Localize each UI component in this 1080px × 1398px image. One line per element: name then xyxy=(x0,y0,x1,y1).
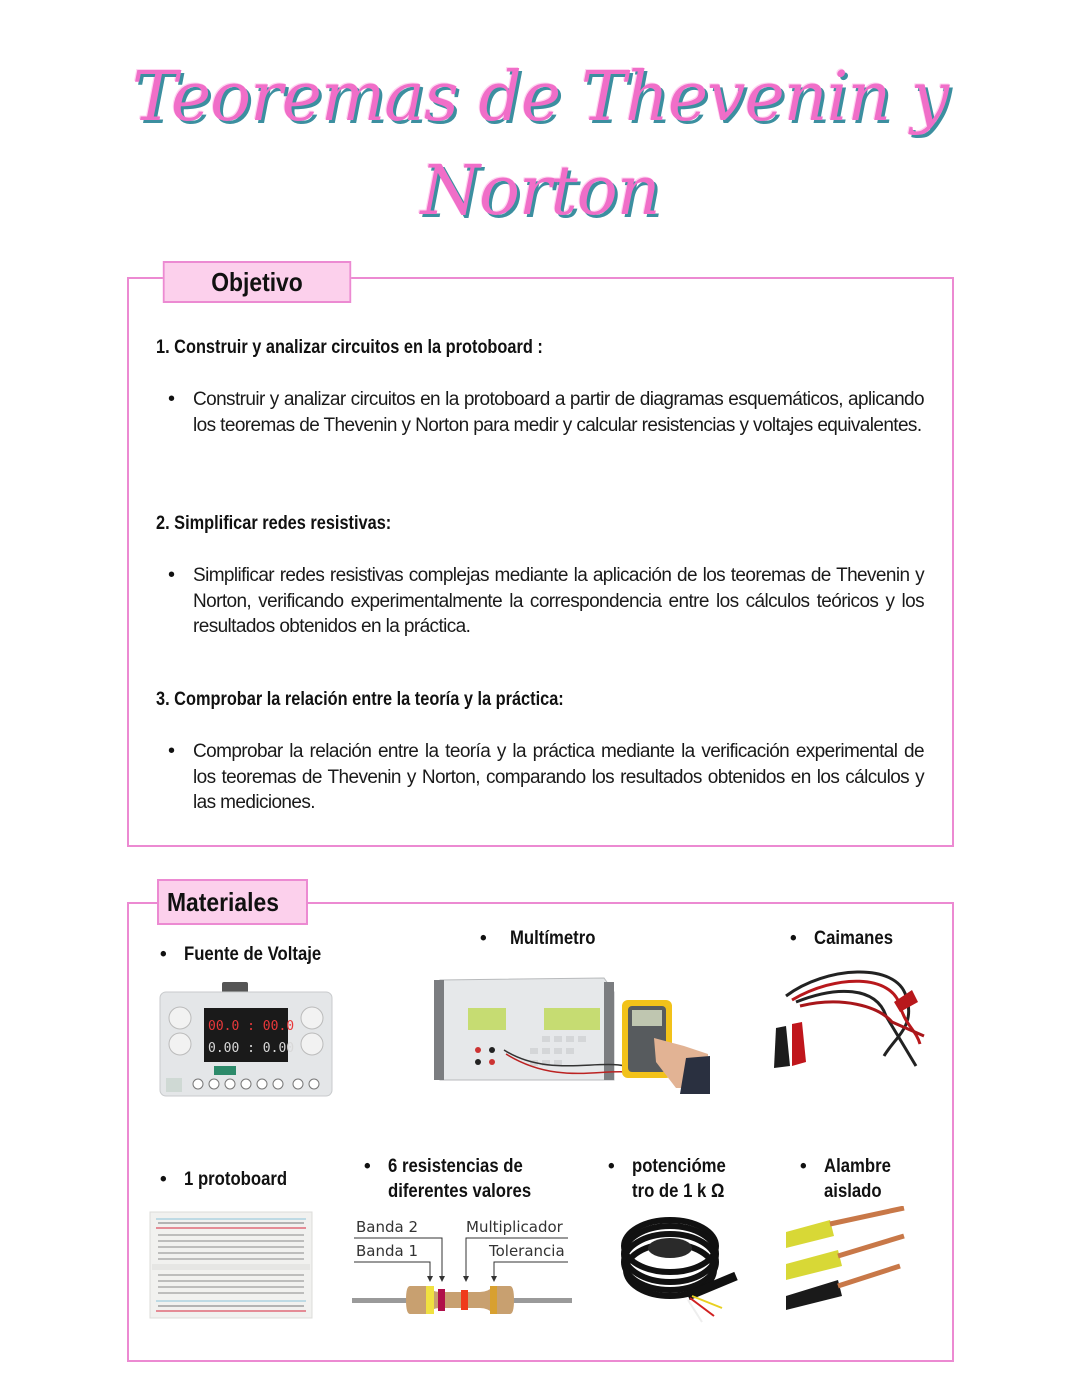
svg-text:Multiplicador: Multiplicador xyxy=(466,1218,563,1236)
bullet-icon: • xyxy=(800,1156,807,1177)
svg-text:Banda 1: Banda 1 xyxy=(356,1242,419,1260)
bullet-icon: • xyxy=(168,564,176,586)
bullet-icon: • xyxy=(480,928,487,949)
material-label-multimetro: • Multímetro xyxy=(480,928,596,949)
resistor-diagram xyxy=(350,1214,574,1326)
bullet-icon: • xyxy=(168,388,176,410)
svg-text:0.00 : 0.00: 0.00 : 0.00 xyxy=(208,1041,295,1056)
material-label-potenciometro: • potencióme tro de 1 k Ω xyxy=(608,1156,726,1202)
insulated-wire-image xyxy=(784,1206,908,1310)
breadboard-image xyxy=(148,1210,314,1320)
bullet-icon: • xyxy=(608,1156,615,1177)
materiales-tab-label: Materiales xyxy=(167,886,279,917)
power-supply-image xyxy=(158,982,334,1098)
page-title-line-1: Teoremas de Thevenin y xyxy=(131,58,949,137)
material-label-protoboard: • 1 protoboard xyxy=(160,1169,288,1190)
bullet-icon: • xyxy=(790,928,797,949)
material-label-fuente: • Fuente de Voltaje xyxy=(160,944,322,965)
materiales-tab xyxy=(157,879,308,925)
svg-text:00.0 : 00.0: 00.0 : 00.0 xyxy=(208,1019,295,1034)
material-label-alambre: • Alambre aislado xyxy=(800,1156,891,1202)
objetivo-tab xyxy=(163,261,351,303)
objetivo-heading-2: 2. Simplificar redes resistivas: xyxy=(156,513,392,534)
material-label-resistencias: • 6 resistencias de diferentes valores xyxy=(364,1156,532,1202)
objetivo-tab-label: Objetivo xyxy=(211,266,303,297)
svg-text:Tolerancia: Tolerancia xyxy=(489,1242,565,1260)
bullet-icon: • xyxy=(364,1156,371,1177)
bullet-icon: • xyxy=(160,944,167,965)
alligator-clips-image xyxy=(766,966,928,1074)
objetivo-heading-1: 1. Construir y analizar circuitos en la protoboard : xyxy=(156,337,543,358)
page-title-line-2: Norton xyxy=(420,152,660,231)
objetivo-heading-3: 3. Comprobar la relación entre la teoría y la práctica: xyxy=(156,689,564,710)
multimeter-image xyxy=(434,972,710,1094)
bullet-icon: • xyxy=(160,1169,167,1190)
cable-coil-image xyxy=(618,1212,748,1328)
material-label-caimanes: • Caimanes xyxy=(790,928,894,949)
svg-text:Banda 2: Banda 2 xyxy=(356,1218,419,1236)
bullet-icon: • xyxy=(168,740,176,762)
